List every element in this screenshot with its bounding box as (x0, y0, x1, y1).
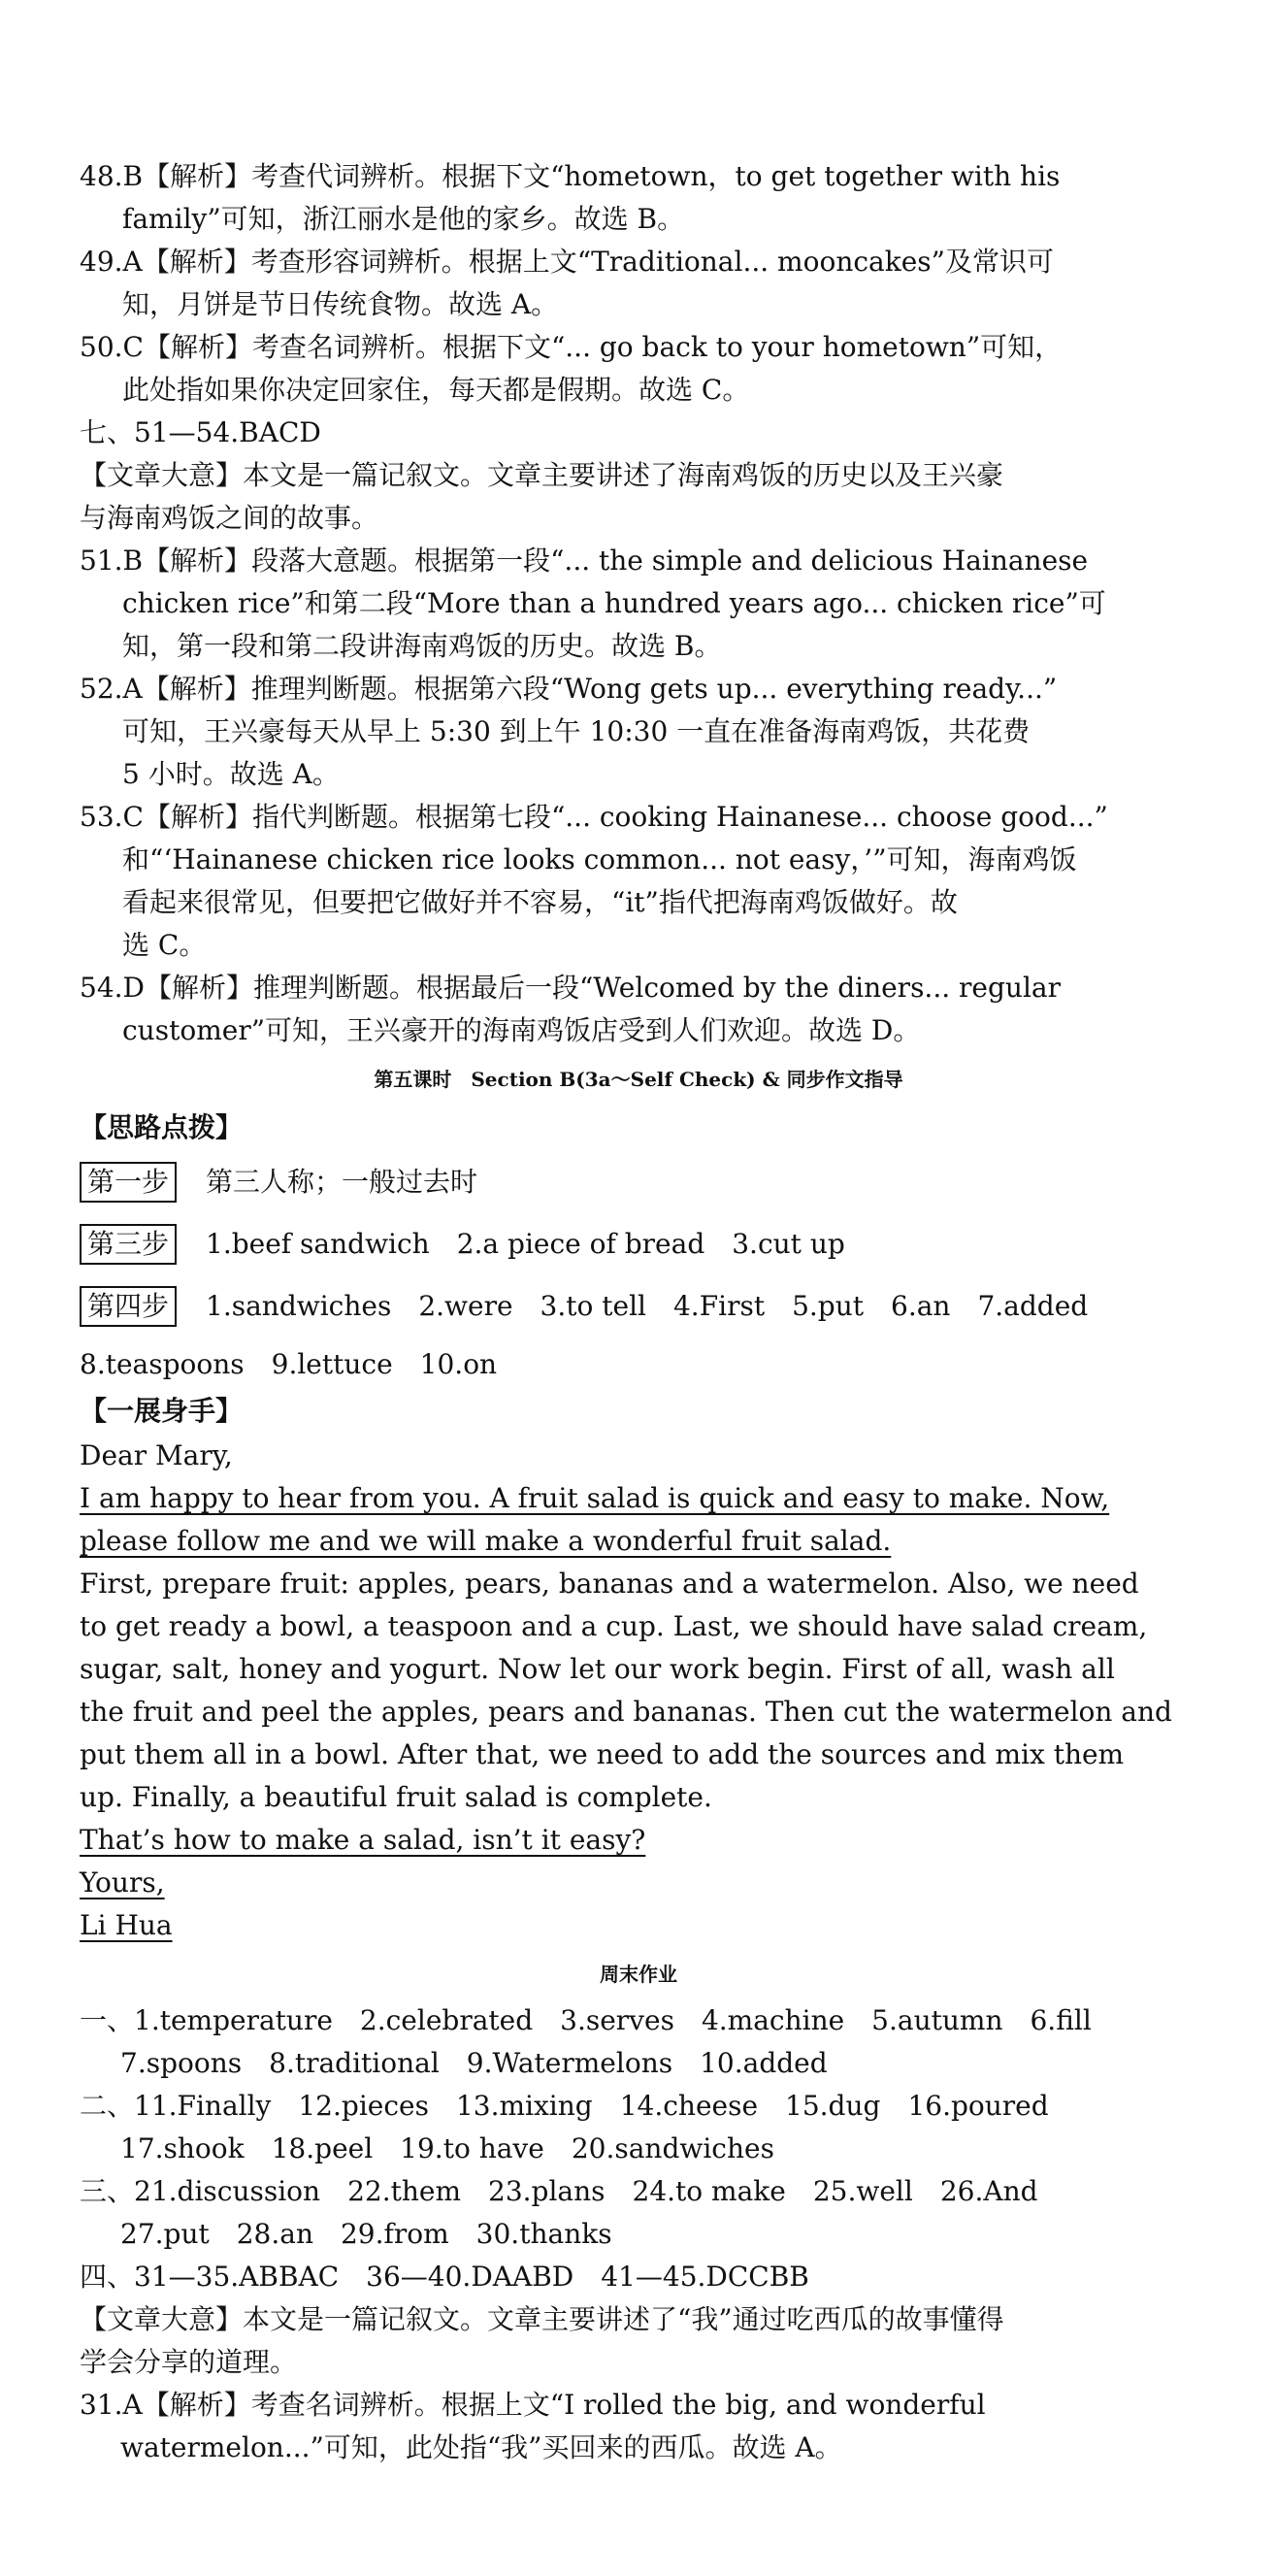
answer-48-line1: 48.B【解析】考查代词辨析。根据下文“hometown，to get together with his (80, 160, 1061, 192)
step-1 (80, 1161, 477, 1204)
letter-opening-1: I am happy to hear from you. A fruit salad is quick and easy to make. Now, (80, 1482, 1110, 1514)
answer-50-line1: 50.C【解析】考查名词辨析。根据下文“... go back to your hometown”可知， (80, 331, 1063, 363)
answers-part-2-line1: 二、11.Finally 12.pieces 13.mixing 14.cheese 15.dug 16.poured (80, 2090, 1049, 2122)
answer-49-line2: 知，月饼是节日传统食物。故选 A。 (122, 288, 559, 320)
answer-53-line1: 53.C【解析】指代判断题。根据第七段“... cooking Hainanese... choose good...” (80, 801, 1108, 833)
letter-body-4: the fruit and peel the apples, pears and bananas. Then cut the watermelon and (80, 1696, 1172, 1728)
letter-body-2: to get ready a bowl, a teaspoon and a cup. Last, we should have salad cream, (80, 1610, 1148, 1642)
step-3-text: 1.beef sandwich 2.a piece of bread 3.cut up (206, 1228, 845, 1260)
answer-52-line1: 52.A【解析】推理判断题。根据第六段“Wong gets up... everything ready...” (80, 673, 1058, 705)
answer-54-line1: 54.D【解析】推理判断题。根据最后一段“Welcomed by the diners... regular (80, 972, 1061, 1004)
step-1-text: 第三人称；一般过去时 (206, 1166, 478, 1198)
letter-signature: Li Hua (80, 1909, 173, 1941)
article-summary-line2: 与海南鸡饭之间的故事。 (80, 502, 379, 534)
answer-53-line3: 看起来很常见，但要把它做好并不容易，“it”指代把海南鸡饭做好。故 (122, 886, 958, 918)
answer-31-line2: watermelon...”可知，此处指“我”买回来的西瓜。故选 A。 (93, 2431, 842, 2463)
answers-part-3-line2: 27.put 28.an 29.from 30.thanks (93, 2218, 612, 2250)
answers-part-1-line2: 7.spoons 8.traditional 9.Watermelons 10.added (93, 2047, 828, 2079)
letter-greeting: Dear Mary, (80, 1439, 233, 1471)
section-title: 第五课时 Section B(3a～Self Check) & 同步作文指导 (374, 1068, 903, 1091)
step-4-text: 1.sandwiches 2.were 3.to tell 4.First 5.put 6.an 7.added (206, 1290, 1089, 1322)
step-3-box: 第三步 (80, 1224, 177, 1265)
answer-50-line2: 此处指如果你决定回家住，每天都是假期。故选 C。 (122, 374, 750, 406)
step-4-continued: 8.teaspoons 9.lettuce 10.on (80, 1348, 498, 1380)
answers-part-4: 四、31—35.ABBAC 36—40.DAABD 41—45.DCCBB (80, 2261, 809, 2293)
answer-53-line2: 和“‘Hainanese chicken rice looks common... not easy，’”可知，海南鸡饭 (122, 843, 1077, 875)
answer-51-line2: chicken rice”和第二段“More than a hundred years ago... chicken rice”可 (122, 587, 1106, 619)
step-4-box: 第四步 (80, 1286, 177, 1327)
answer-48-line2: family”可知，浙江丽水是他的家乡。故选 B。 (122, 203, 685, 235)
letter-yours: Yours, (80, 1866, 165, 1899)
step-1-box: 第一步 (80, 1162, 177, 1203)
yizhan-heading: 【一展身手】 (80, 1395, 244, 1427)
letter-body-1: First, prepare fruit: apples, pears, bananas and a watermelon. Also, we need (80, 1568, 1139, 1600)
article-summary-line1: 【文章大意】本文是一篇记叙文。文章主要讲述了海南鸡饭的历史以及王兴豪 (80, 459, 1004, 491)
answers-part-1-line1: 一、1.temperature 2.celebrated 3.serves 4.machine 5.autumn 6.fill (80, 2004, 1092, 2036)
weekend-summary-line2: 学会分享的道理。 (80, 2346, 298, 2378)
step-3 (80, 1223, 845, 1266)
weekend-title: 周末作业 (600, 1963, 677, 1986)
silu-heading: 【思路点拨】 (80, 1111, 244, 1143)
step-4 (80, 1285, 1088, 1328)
answer-54-line2: customer”可知，王兴豪开的海南鸡饭店受到人们欢迎。故选 D。 (122, 1014, 921, 1046)
answer-51-line3: 知，第一段和第二段讲海南鸡饭的历史。故选 B。 (122, 630, 722, 662)
answer-53-line4: 选 C。 (122, 929, 207, 961)
answer-52-line3: 5 小时。故选 A。 (122, 758, 340, 790)
letter-body-6: up. Finally, a beautiful fruit salad is complete. (80, 1781, 712, 1813)
answer-49-line1: 49.A【解析】考查形容词辨析。根据上文“Traditional... mooncakes”及常识可 (80, 246, 1054, 278)
letter-body-3: sugar, salt, honey and yogurt. Now let our work begin. First of all, wash all (80, 1653, 1115, 1685)
answer-52-line2: 可知，王兴豪每天从早上 5:30 到上午 10:30 一直在准备海南鸡饭，共花费 (122, 715, 1031, 747)
answer-51-line1: 51.B【解析】段落大意题。根据第一段“... the simple and delicious Hainanese (80, 545, 1089, 577)
answers-part-3-line1: 三、21.discussion 22.them 23.plans 24.to make 25.well 26.And (80, 2175, 1038, 2207)
answer-31-line1: 31.A【解析】考查名词辨析。根据上文“I rolled the big, and wonderful (80, 2389, 986, 2421)
letter-closing: That’s how to make a salad, isn’t it easy? (80, 1824, 646, 1856)
weekend-summary-line1: 【文章大意】本文是一篇记叙文。文章主要讲述了“我”通过吃西瓜的故事懂得 (80, 2303, 1004, 2335)
answers-part-2-line2: 17.shook 18.peel 19.to have 20.sandwiches (93, 2132, 774, 2164)
letter-body-5: put them all in a bowl. After that, we need to add the sources and mix them (80, 1738, 1125, 1770)
section-7-answers: 七、51—54.BACD (80, 416, 321, 448)
letter-opening-2: please follow me and we will make a wonderful fruit salad. (80, 1525, 892, 1557)
